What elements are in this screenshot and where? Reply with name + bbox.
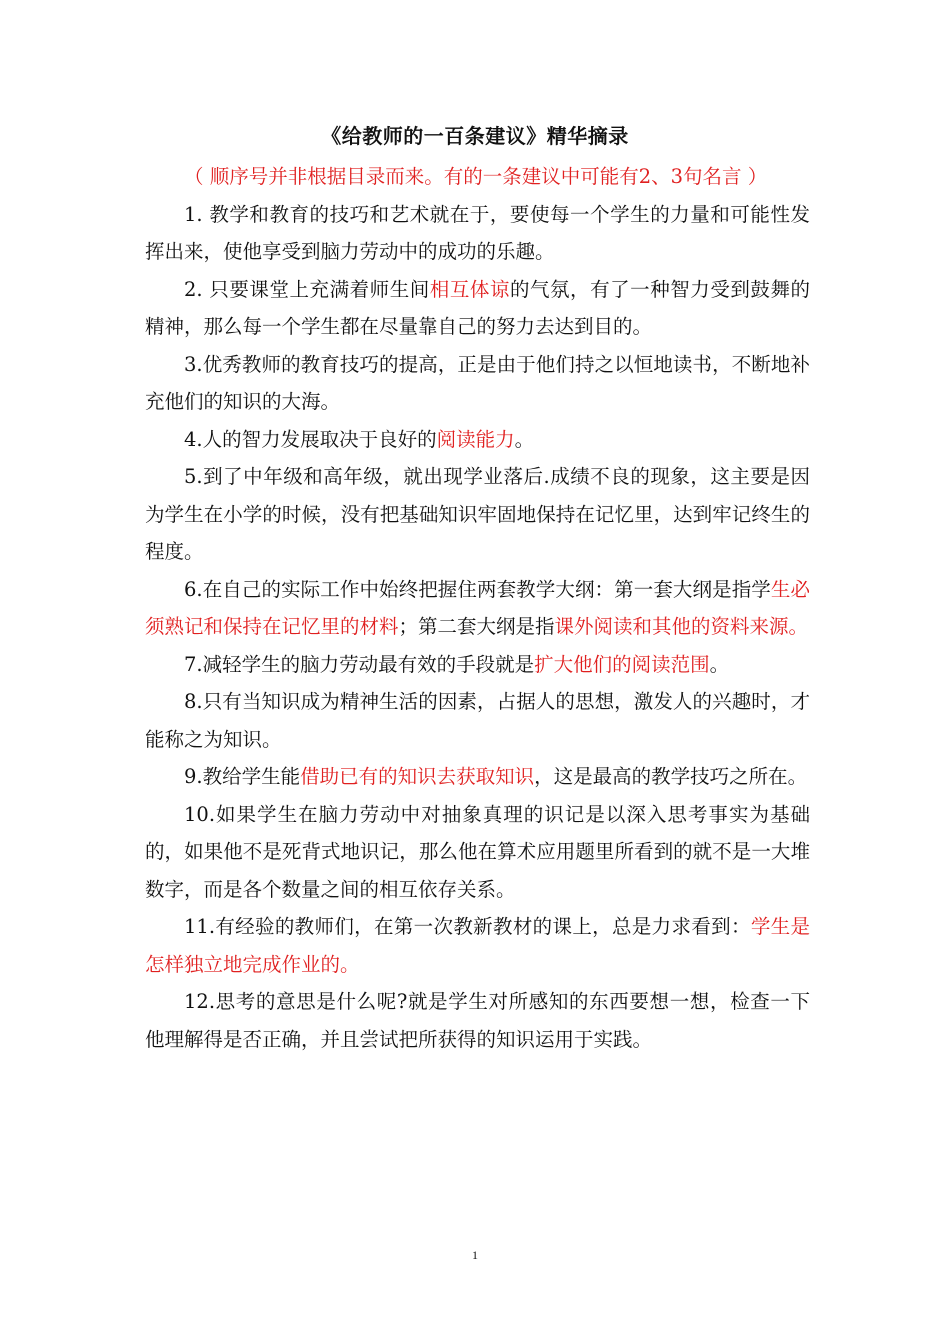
suggestion-text: 。 — [514, 427, 535, 451]
suggestion-text: 。 — [709, 652, 730, 676]
emphasis-text: 课外阅读和其他的资料来源。 — [554, 615, 809, 638]
page-number: 1 — [472, 1248, 478, 1262]
suggestion-text: 4.人的智力发展取决于良好的 — [184, 427, 437, 451]
suggestion-item — [145, 796, 810, 909]
emphasis-text: 学生是怎样独立地完成作业的。 — [145, 915, 810, 976]
emphasis-text: 扩大他们的阅读范围 — [534, 652, 710, 676]
suggestion-text: 7.减轻学生的脑力劳动最有效的手段就是 — [184, 652, 535, 676]
suggestion-text: 2. 只要课堂上充满着师生间 — [184, 277, 430, 301]
suggestion-text: 3.优秀教师的教育技巧的提高，正是由于他们持之以恒地读书，不断地补充他们的知识的大海。 — [145, 352, 810, 413]
suggestion-text: 1. 教学和教育的技巧和艺术就在于，要使每一个学生的力量和可能性发挥出来，使他享受到脑力劳动中的成功的乐趣。 — [145, 202, 810, 263]
suggestion-text: ；第二套大纲是指 — [398, 615, 555, 638]
emphasis-text: 阅读能力 — [436, 427, 515, 451]
document-body — [145, 158, 810, 1058]
emphasis-text: 相互体谅 — [429, 277, 510, 301]
suggestion-item — [145, 421, 810, 459]
document-title: 《给教师的一百条建议》精华摘录 — [321, 124, 629, 148]
suggestion-text: 5.到了中年级和高年级，就出现学业落后.成绩不良的现象，这主要是因为学生在小学的时候，没有把基础知识牢固地保持在记忆里，达到牢记终生的程度。 — [145, 465, 810, 563]
suggestion-item — [145, 983, 810, 1058]
suggestion-text: 11.有经验的教师们，在第一次教新教材的课上，总是力求看到： — [184, 915, 751, 938]
suggestion-list — [145, 196, 810, 1059]
ordering-note: （ 顺序号并非根据目录而来。有的一条建议中可能有2、3句名言 ） — [184, 165, 768, 188]
suggestion-item — [145, 458, 810, 571]
suggestion-text: 8.只有当知识成为精神生活的因素，占据人的思想，激发人的兴趣时，才能称之为知识。 — [145, 690, 810, 751]
suggestion-text: 6.在自己的实际工作中始终把握住两套教学大纲：第一套大纲是指学 — [184, 577, 771, 601]
emphasis-text: 生必须熟记和保持在记忆里的材料 — [145, 577, 810, 638]
suggestion-item — [145, 758, 810, 796]
suggestion-text: ，这是最高的教学技巧之所在。 — [534, 765, 808, 788]
suggestion-item — [145, 271, 810, 346]
suggestion-item — [145, 196, 810, 271]
suggestion-text: 10.如果学生在脑力劳动中对抽象真理的识记是以深入思考事实为基础的，如果他不是死背式地识记，那么他在算术应用题里所看到的就不是一大堆数字，而是各个数量之间的相互依存关系。 — [145, 802, 810, 901]
suggestion-text: 12.思考的意思是什么呢?就是学生对所感知的东西要想一想，检查一下他理解得是否正确，并且尝试把所获得的知识运用于实践。 — [145, 990, 810, 1051]
suggestion-item — [145, 346, 810, 421]
suggestion-item — [145, 571, 810, 646]
suggestion-text: 9.教给学生能 — [184, 765, 301, 788]
suggestion-item — [145, 646, 810, 684]
suggestion-text: 的气氛，有了一种智力受到鼓舞的精神，那么每一个学生都在尽量靠自己的努力去达到目的。 — [145, 277, 810, 338]
suggestion-item — [145, 908, 810, 983]
emphasis-text: 借助已有的知识去获取知识 — [300, 765, 535, 788]
suggestion-item — [145, 683, 810, 758]
